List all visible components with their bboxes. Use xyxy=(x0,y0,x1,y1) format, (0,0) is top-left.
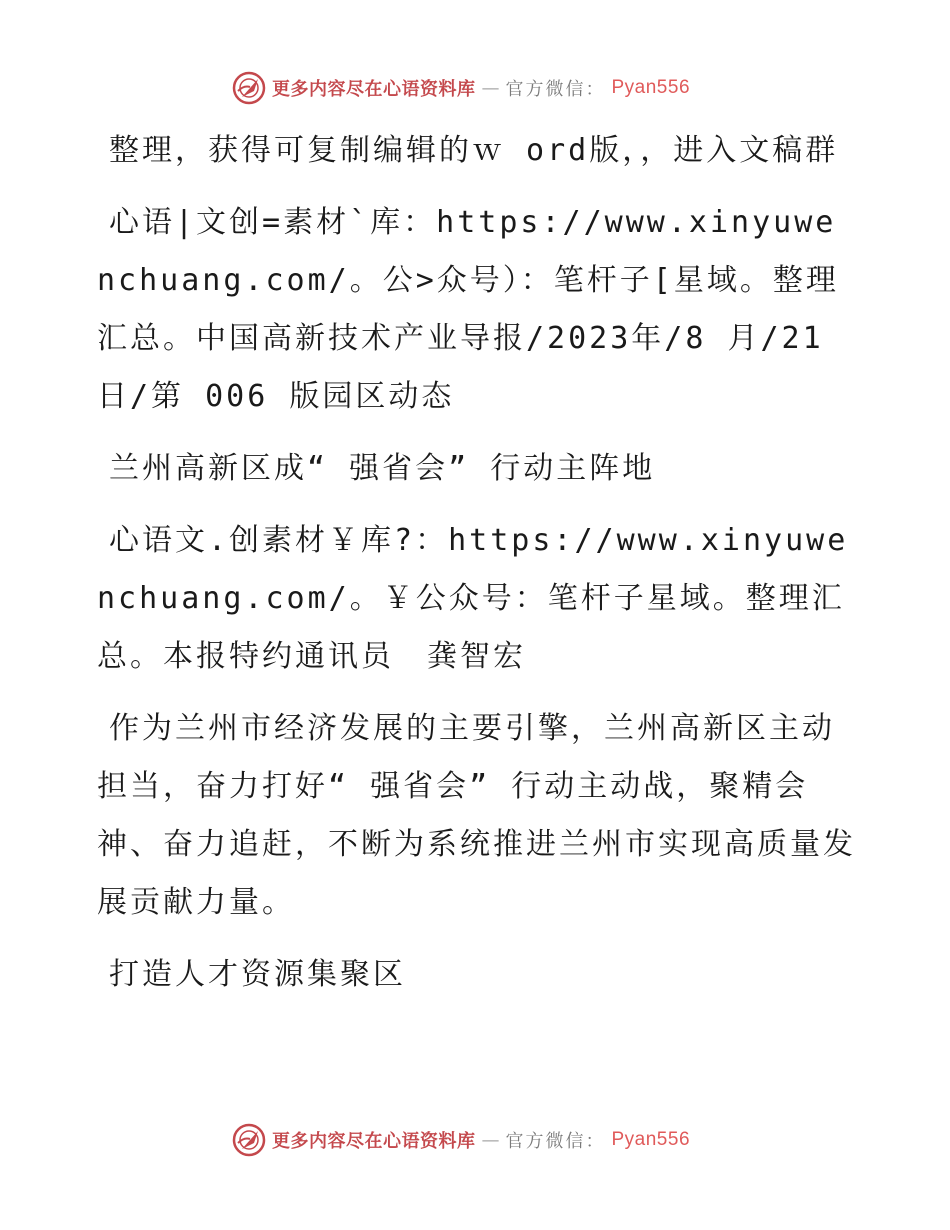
section-heading: 打造人才资源集聚区 xyxy=(109,957,406,992)
banner-separator: — xyxy=(481,1129,500,1151)
paragraph-byline: 心语文.创素材￥库?：https://www.xinyuwenchuang.com/。￥公众号：笔杆子星域。整理汇总。本报特约通讯员 龚智宏 xyxy=(97,523,849,674)
document-body xyxy=(97,122,857,1018)
banner-wechat-id: Pyan556 xyxy=(611,1129,691,1150)
paragraph-lead: 作为兰州市经济发展的主要引擎，兰州高新区主动担当，奋力打好“ 强省会” 行动主动战，聚精会神、奋力追赶，不断为系统推进兰州市实现高质量发展贡献力量。 xyxy=(97,711,856,920)
article-headline: 兰州高新区成“ 强省会” 行动主阵地 xyxy=(109,451,656,486)
banner-official-label: 官方微信： xyxy=(505,79,606,100)
banner-separator: — xyxy=(481,77,500,99)
banner-text: 更多内容尽在心语资料库 xyxy=(272,79,476,100)
banner-text: 更多内容尽在心语资料库 xyxy=(272,1131,476,1152)
banner-wechat-id: Pyan556 xyxy=(611,77,691,98)
header-watermark xyxy=(232,68,712,108)
quill-logo-icon xyxy=(232,1123,266,1157)
paragraph-source: 心语|文创=素材`库：https://www.xinyuwenchuang.com/。公>众号）：笔杆子[星域。整理汇总。中国高新技术产业导报/2023年/8 月/21 日/第 006 版园区动态 xyxy=(97,205,839,414)
banner-official-label: 官方微信： xyxy=(505,1131,606,1152)
footer-watermark xyxy=(232,1120,712,1160)
paragraph-intro: 整理，获得可复制编辑的ｗ ord版，，进入文稿群 xyxy=(109,133,839,168)
quill-logo-icon xyxy=(232,71,266,105)
